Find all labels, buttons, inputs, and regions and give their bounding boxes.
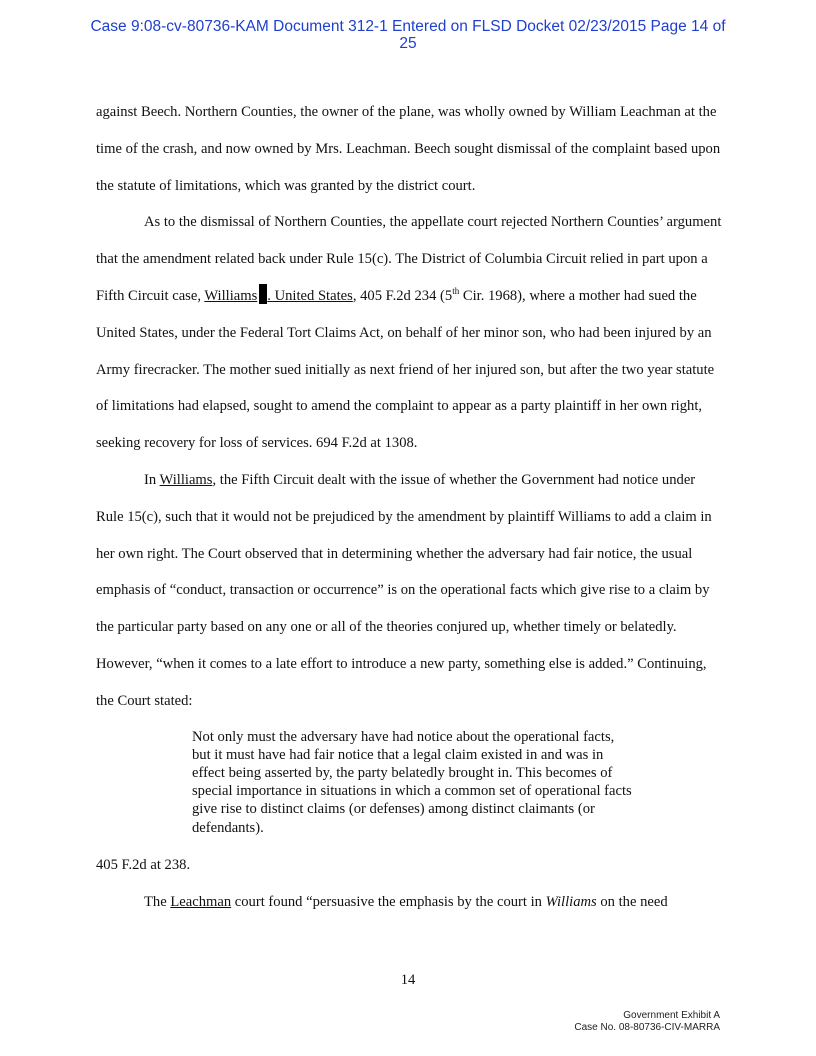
block-quote: Not only must the adversary have had notice about the operational facts, but it must have had fair notice that a legal claim existed in and was in effect being asserted by, the party belatedly brought in. This becomes of special importance in situations in which a common set of operational facts give rise to distinct claims (or defenses) among distinct claimants (or defendants). [192,728,632,836]
paragraph-3 [96,462,726,720]
paragraph-4-text-start: The [144,893,171,910]
page-number: 14 [400,972,416,988]
docket-header [0,18,816,52]
paragraph-1 [96,94,726,204]
paragraph-3-text-end: , the Fifth Circuit dealt with the issue of whether the Government had notice under Rule 15(c), such that it would not be prejudiced by the amendment by plaintiff Williams to add a claim in her own right. The Court observed that in determining whether the adversary had fair notice, the usual emphasis of “conduct, transaction or occurrence” is on the operational facts which give rise to a claim by the particular party based on any one or all of the theories conjured up, whether timely or belatedly. However, “when it comes to a late effort to introduce a new party, something else is added.” Continuing, the Court stated: [96,471,712,709]
docket-header-line2: 25 [399,35,417,52]
paragraph-2-text-end: Cir. 1968), where a mother had sued the United States, under the Federal Tort Claims Act, on behalf of her minor son, who had been injured by an Army firecracker. The mother sued initially as next friend of her injured son, but after the two year statute of limitations had elapsed, sought to amend the complaint to appear as a party plaintiff in her own right, seeking recovery for loss of services. 694 F.2d at 1308. [96,287,715,452]
case-name-williams-italic: Williams [545,893,597,910]
docket-header-line1: Case 9:08-cv-80736-KAM Document 312-1 Entered on FLSD Docket 02/23/2015 Page 14 of [90,18,726,35]
paragraph-4 [96,884,726,921]
exhibit-label-line1: Government Exhibit A [623,1010,720,1021]
paragraph-1-text: against Beech. Northern Counties, the owner of the plane, was wholly owned by William Leachman at the time of the crash, and now owned by Mrs. Leachman. Beech sought dismissal of the complaint based upon the statute of limitations, which was granted by the district court. [96,104,721,194]
exhibit-label-line2: Case No. 08-80736-CIV-MARRA [574,1022,720,1033]
case-name-leachman: Leachman [170,893,232,910]
quote-citation: 405 F.2d at 238. [96,856,191,873]
document-body [96,94,726,920]
case-name-williams [204,288,352,304]
case-name-williams-part-a: Williams [204,287,258,304]
case-name-williams-part-b: . United States [267,287,353,304]
exhibit-label [574,1010,720,1034]
paragraph-2-text-start: As to the dismissal of Northern Counties, the appellate court rejected Northern Counties’ argument that the amendment related back under Rule 15(c). The District of Columbia Circuit relied in part upon a Fifth Circuit case, [96,214,722,304]
case-name-williams-2: Williams [159,471,213,488]
paragraph-4-text-end: on the need [596,893,668,910]
citation-part-a: , 405 F.2d 234 (5 [352,287,453,304]
paragraph-4-text-mid: court found “persuasive the emphasis by the court in [231,893,546,910]
ordinal-superscript: th [452,285,460,296]
paragraph-3-text-start: In [144,471,160,488]
paragraph-2 [96,204,726,462]
